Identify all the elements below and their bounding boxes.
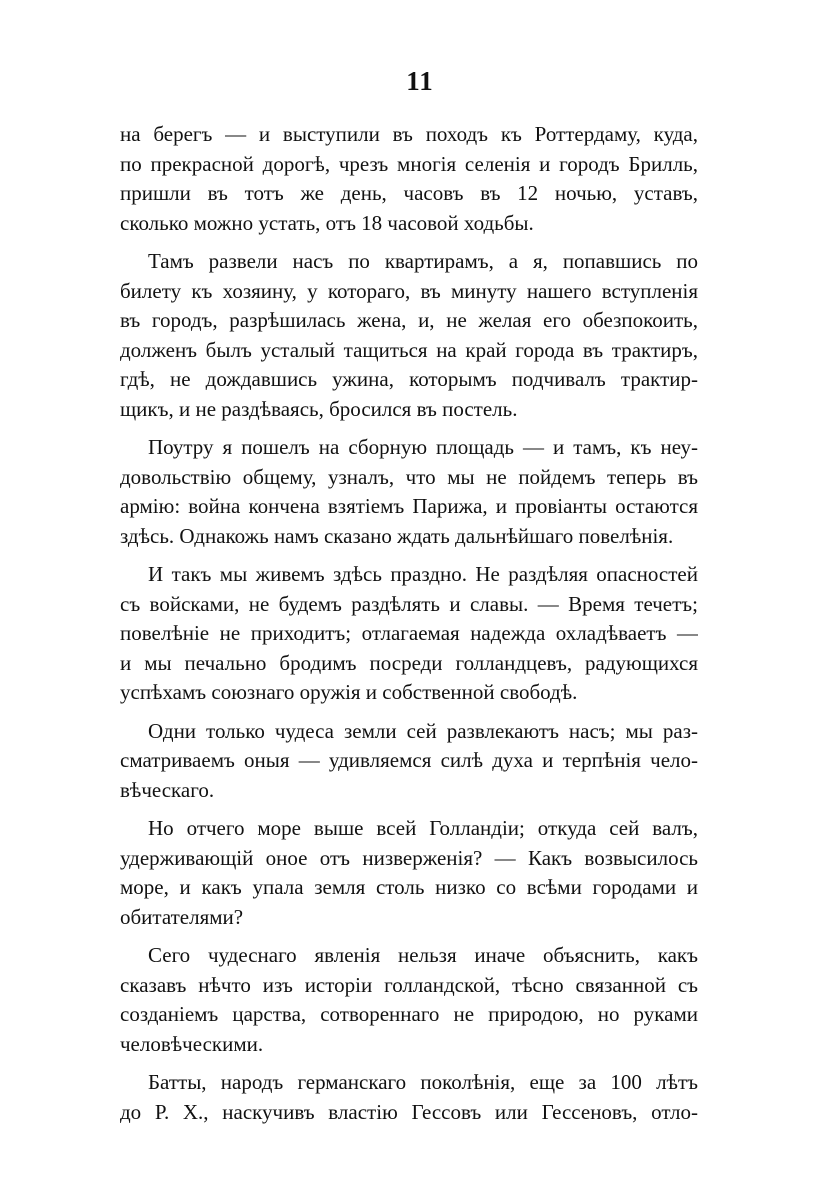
paragraph — [120, 717, 698, 806]
paragraph — [120, 941, 698, 1059]
paragraph — [120, 433, 698, 551]
text-line: и мы печально бродимъ посреди голландцевъ, радующихся — [120, 650, 698, 675]
text-line: удерживающій оное отъ низверженія? — Какъ возвысилось — [120, 845, 698, 870]
text-line: довольствію общему, узналъ, что мы не пойдемъ теперь въ — [120, 464, 698, 489]
text-line: Поутру я пошелъ на сборную площадь — и тамъ, къ неу- — [148, 435, 698, 459]
text-line: Батты, народъ германскаго поколѣнія, еще за 100 лѣтъ — [148, 1070, 698, 1094]
text-line: билету къ хозяину, у котораго, въ минуту нашего вступленія — [120, 278, 698, 303]
text-line: здѣсь. Однакожь намъ сказано ждать дальнѣйшаго повелѣнія. — [120, 523, 674, 548]
page-number: 11 — [406, 66, 434, 96]
text-line: до Р. Х., наскучивъ властію Гессовъ или Гессеновъ, отло- — [120, 1099, 698, 1124]
text-line: сматриваемъ оныя — удивляемся силѣ духа и терпѣнія чело- — [120, 748, 698, 772]
text-line: въ городъ, разрѣшилась жена, и, не желая его обезпокоить, — [120, 308, 698, 332]
text-line: Сего чудеснаго явленія нельзя иначе объяснить, какъ — [148, 943, 698, 967]
text-line: повелѣніе не приходитъ; отлагаемая надежда охладѣваетъ — — [120, 621, 698, 645]
paragraph — [120, 560, 698, 708]
text-line: по прекрасной дорогѣ, чрезъ многія селенія и городъ Брилль, — [120, 151, 698, 176]
text-line: щикъ, и не раздѣваясь, бросился въ постель. — [120, 396, 518, 421]
text-line: Но отчего море выше всей Голландіи; откуда сей валъ, — [148, 816, 698, 840]
text-line: Одни только чудеса земли сей развлекаютъ насъ; мы раз- — [148, 718, 698, 743]
text-line: вѣческаго. — [120, 777, 215, 802]
text-line: долженъ былъ усталый тащиться на край города въ трактиръ, — [120, 337, 698, 362]
text-line: съ войсками, не будемъ раздѣлять и славы. — Время течетъ; — [120, 591, 698, 616]
text-line: созданіемъ царства, сотвореннаго не природою, но руками — [120, 1002, 698, 1026]
text-line: И такъ мы живемъ здѣсь праздно. Не раздѣляя опасностей — [148, 562, 698, 586]
text-line: обитателями? — [120, 904, 244, 929]
text-line: пришли въ тотъ же день, часовъ въ 12 ночью, уставъ, — [120, 181, 698, 205]
text-line: сказавъ нѣчто изъ исторіи голландской, тѣсно связанной съ — [120, 972, 698, 997]
text-line: гдѣ, не дождавшись ужина, которымъ подчивалъ трактир- — [120, 367, 698, 391]
text-line: сколько можно устать, отъ 18 часовой ходьбы. — [120, 210, 534, 235]
text-line: Тамъ развели насъ по квартирамъ, а я, попавшись по — [148, 249, 698, 273]
text-line: море, и какъ упала земля столь низко со всѣми городами и — [120, 875, 698, 899]
paragraph — [120, 247, 698, 424]
text-line: успѣхамъ союзнаго оружія и собственной свободѣ. — [120, 680, 578, 704]
body-text — [120, 120, 698, 1136]
text-line: армію: война кончена взятіемъ Парижа, и провіанты остаются — [120, 494, 698, 518]
text-line: человѣческими. — [120, 1031, 264, 1056]
paragraph — [120, 1068, 698, 1127]
paragraph — [120, 120, 698, 238]
text-line: на берегъ — и выступили въ походъ къ Роттердаму, куда, — [120, 122, 698, 146]
paragraph — [120, 814, 698, 932]
